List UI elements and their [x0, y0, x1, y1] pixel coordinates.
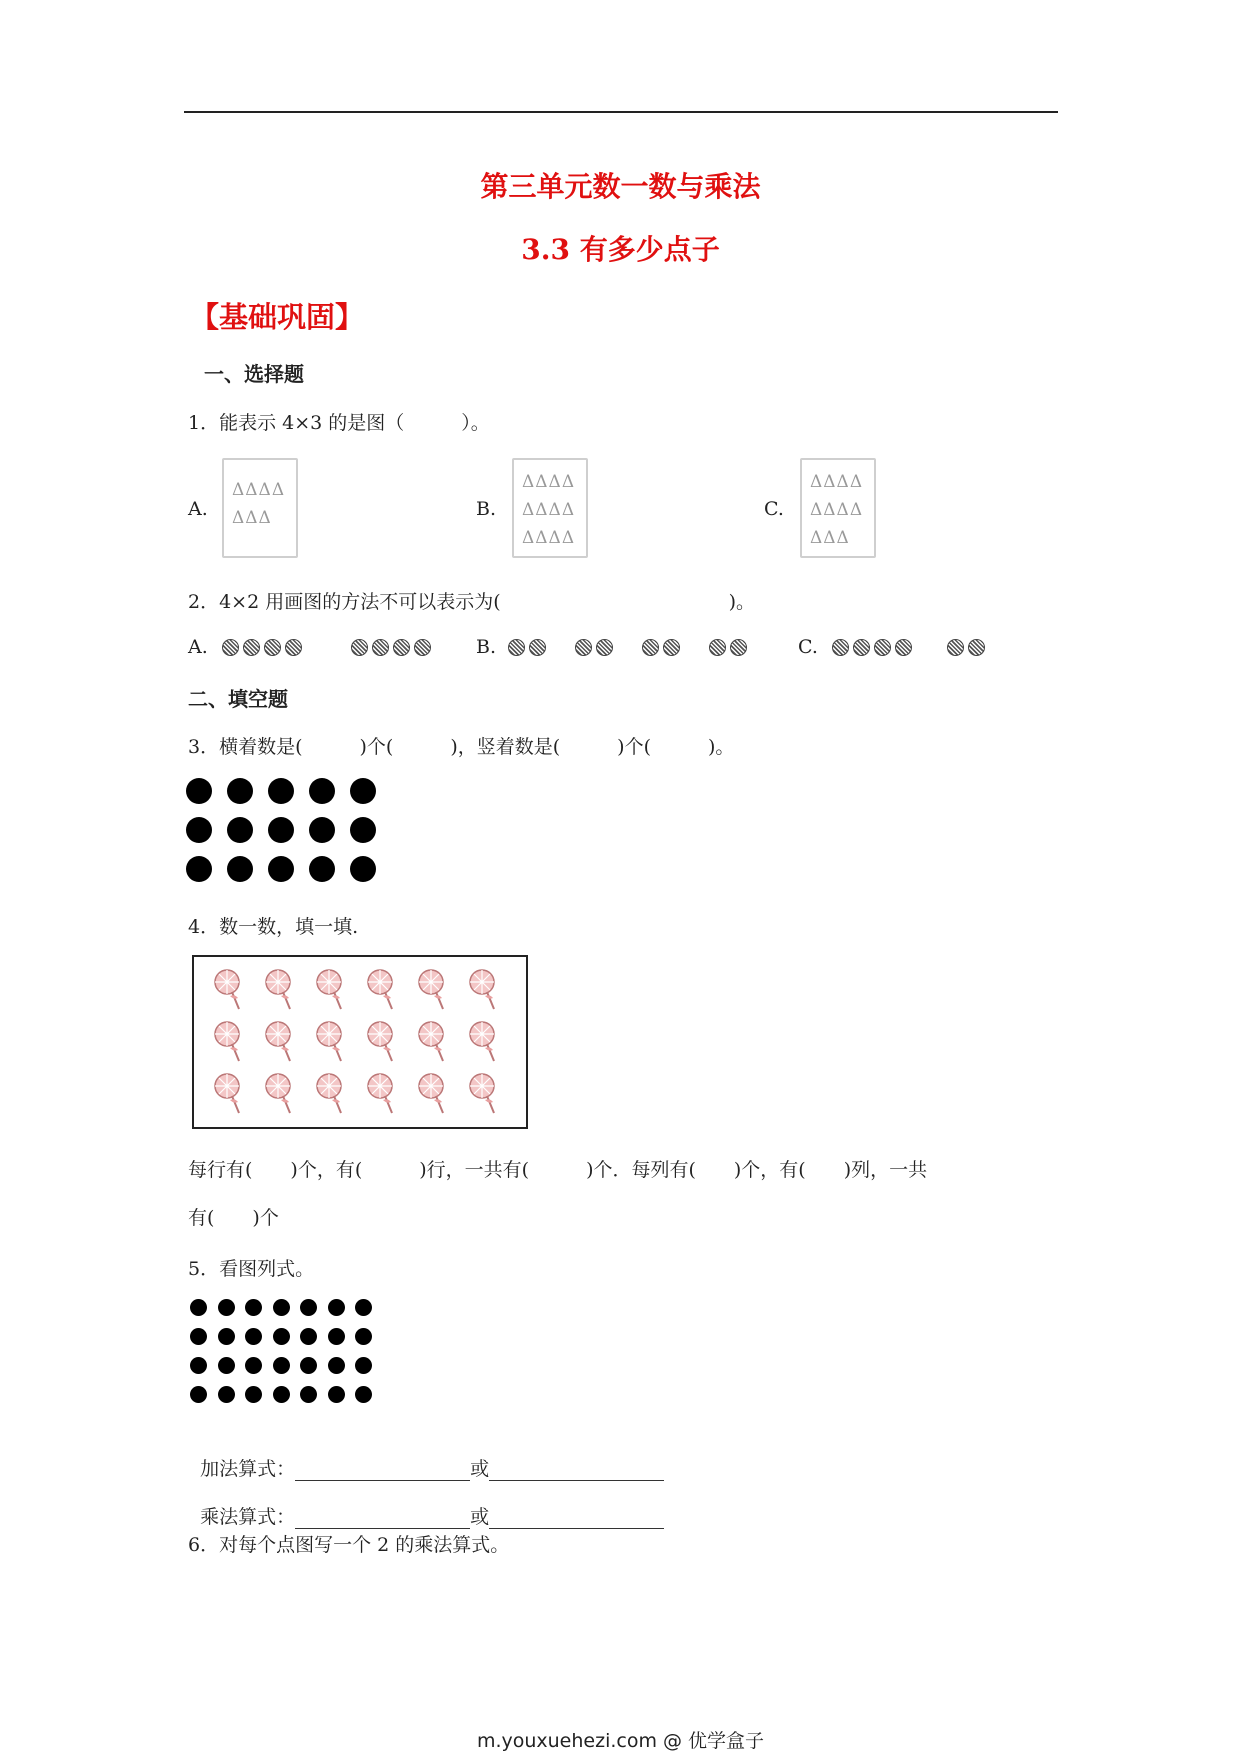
- dot-icon: [351, 639, 368, 656]
- page-footer: m.youxuehezi.com @ 优学盒子: [476, 1730, 765, 1752]
- dot-icon: [853, 639, 870, 656]
- multiplication-label: 乘法算式：: [200, 1506, 296, 1528]
- q5-dot-array: [190, 1299, 380, 1409]
- dot: [328, 1386, 345, 1403]
- dot-icon: [895, 639, 912, 656]
- addition-blank-2[interactable]: [489, 1462, 664, 1481]
- q1-option-c-label[interactable]: C.: [764, 498, 784, 520]
- lollipop-icon: [467, 967, 501, 1013]
- lollipop-icon: [416, 1019, 450, 1065]
- dot-icon: [414, 639, 431, 656]
- dot: [245, 1386, 262, 1403]
- lollipop-icon: [467, 1071, 501, 1117]
- top-rule: [184, 111, 1058, 113]
- dot-icon: [575, 639, 592, 656]
- q1-option-b-figure[interactable]: [512, 458, 588, 558]
- dot: [227, 778, 253, 804]
- question-3: 3．横着数是( )个( )，竖着数是( )个( )。: [188, 736, 735, 758]
- dot: [218, 1299, 235, 1316]
- dot: [190, 1357, 207, 1374]
- dot: [355, 1299, 372, 1316]
- question-4: 4．数一数，填一填.: [188, 916, 359, 938]
- dot-icon: [968, 639, 985, 656]
- q2-option-b-dots[interactable]: [508, 637, 747, 656]
- dot-group: [508, 639, 546, 656]
- question-1: 1．能表示 4×3 的是图（ ）。: [188, 412, 490, 434]
- dot: [245, 1299, 262, 1316]
- dot: [190, 1328, 207, 1345]
- dot: [268, 856, 294, 882]
- dot: [245, 1357, 262, 1374]
- dot-icon: [663, 639, 680, 656]
- dot: [218, 1386, 235, 1403]
- dot-group: [709, 639, 747, 656]
- lollipop-icon: [365, 967, 399, 1013]
- triangle-row: ΔΔΔΔ: [522, 500, 576, 520]
- dot: [300, 1328, 317, 1345]
- triangle-row: ΔΔΔΔ: [810, 500, 864, 520]
- lollipop-icon: [212, 1071, 246, 1117]
- dot-group: [575, 639, 613, 656]
- q4-fill-line-1: 每行有( )个，有( )行，一共有( )个．每列有( )个，有( )列，一共: [188, 1159, 928, 1181]
- q2-option-c-label[interactable]: C.: [798, 636, 818, 658]
- lollipop-icon: [467, 1019, 501, 1065]
- dot: [273, 1299, 290, 1316]
- q1-option-a-label[interactable]: A.: [188, 498, 208, 520]
- q4-fill-line-2: 有( )个: [188, 1207, 279, 1229]
- dot-group: [832, 639, 912, 656]
- lollipop-box: [192, 955, 528, 1129]
- triangle-row: ΔΔΔ: [810, 528, 850, 548]
- dot-icon: [243, 639, 260, 656]
- dot: [218, 1357, 235, 1374]
- lollipop-icon: [314, 967, 348, 1013]
- dot: [186, 856, 212, 882]
- q3-dot-array: [186, 778, 386, 888]
- dot: [273, 1386, 290, 1403]
- dot-group: [351, 639, 431, 656]
- lollipop-icon: [416, 967, 450, 1013]
- lollipop-icon: [365, 1019, 399, 1065]
- question-2: 2．4×2 用画图的方法不可以表示为( )。: [188, 591, 756, 613]
- dot: [218, 1328, 235, 1345]
- dot-icon: [508, 639, 525, 656]
- lollipop-icon: [212, 1019, 246, 1065]
- lollipop-icon: [314, 1019, 348, 1065]
- dot-icon: [372, 639, 389, 656]
- dot-icon: [874, 639, 891, 656]
- dot: [309, 856, 335, 882]
- lollipop-icon: [416, 1071, 450, 1117]
- dot-group: [222, 639, 302, 656]
- dot: [300, 1357, 317, 1374]
- dot: [328, 1299, 345, 1316]
- dot: [245, 1328, 262, 1345]
- dot: [350, 856, 376, 882]
- dot: [273, 1328, 290, 1345]
- dot-icon: [393, 639, 410, 656]
- dot: [350, 778, 376, 804]
- multiplication-blank-1[interactable]: [295, 1510, 470, 1529]
- q5-addition-row: [188, 1432, 664, 1481]
- page-subtitle: 3.3 有多少点子: [521, 233, 720, 266]
- or-label: 或: [470, 1458, 490, 1480]
- dot: [328, 1357, 345, 1374]
- dot-icon: [947, 639, 964, 656]
- q2-option-a-dots[interactable]: [222, 637, 431, 656]
- addition-label: 加法算式：: [200, 1458, 296, 1480]
- dot: [355, 1328, 372, 1345]
- dot: [309, 817, 335, 843]
- page-title: 第三单元数一数与乘法: [480, 170, 761, 203]
- triangle-row: ΔΔΔ: [232, 508, 272, 528]
- dot: [268, 778, 294, 804]
- triangle-row: ΔΔΔΔ: [232, 480, 286, 500]
- q5-multiplication-row: [188, 1480, 664, 1529]
- dot: [300, 1386, 317, 1403]
- dot: [309, 778, 335, 804]
- dot: [273, 1357, 290, 1374]
- question-5: 5．看图列式。: [188, 1258, 315, 1280]
- triangle-row: ΔΔΔΔ: [522, 528, 576, 548]
- dot-icon: [596, 639, 613, 656]
- dot: [227, 817, 253, 843]
- dot: [350, 817, 376, 843]
- lollipop-icon: [314, 1071, 348, 1117]
- dot: [268, 817, 294, 843]
- addition-blank-1[interactable]: [295, 1462, 470, 1481]
- question-6: 6．对每个点图写一个 2 的乘法算式。: [188, 1534, 510, 1556]
- dot-icon: [264, 639, 281, 656]
- q2-option-b-label[interactable]: B.: [476, 636, 497, 658]
- dot: [190, 1299, 207, 1316]
- dot: [186, 817, 212, 843]
- dot: [355, 1386, 372, 1403]
- q1-option-a-figure[interactable]: [222, 458, 298, 558]
- lollipop-icon: [263, 1019, 297, 1065]
- dot-icon: [529, 639, 546, 656]
- dot-group: [947, 639, 985, 656]
- dot: [227, 856, 253, 882]
- part1-heading: 一、选择题: [204, 362, 304, 386]
- triangle-row: ΔΔΔΔ: [522, 472, 576, 492]
- part2-heading: 二、填空题: [188, 687, 288, 711]
- dot-icon: [285, 639, 302, 656]
- dot-icon: [222, 639, 239, 656]
- dot-icon: [832, 639, 849, 656]
- multiplication-blank-2[interactable]: [489, 1510, 664, 1529]
- triangle-row: ΔΔΔΔ: [810, 472, 864, 492]
- q2-option-c-dots[interactable]: [832, 637, 985, 656]
- lollipop-icon: [263, 967, 297, 1013]
- dot-icon: [642, 639, 659, 656]
- q2-option-a-label[interactable]: A.: [188, 636, 208, 658]
- q1-option-c-figure[interactable]: [800, 458, 876, 558]
- section-label: 【基础巩固】: [190, 300, 365, 334]
- dot: [300, 1299, 317, 1316]
- dot: [355, 1357, 372, 1374]
- or-label: 或: [470, 1506, 490, 1528]
- dot: [190, 1386, 207, 1403]
- dot-icon: [730, 639, 747, 656]
- dot-group: [642, 639, 680, 656]
- q1-option-b-label[interactable]: B.: [476, 498, 497, 520]
- lollipop-icon: [365, 1071, 399, 1117]
- dot: [186, 778, 212, 804]
- lollipop-icon: [263, 1071, 297, 1117]
- dot-icon: [709, 639, 726, 656]
- dot: [328, 1328, 345, 1345]
- lollipop-icon: [212, 967, 246, 1013]
